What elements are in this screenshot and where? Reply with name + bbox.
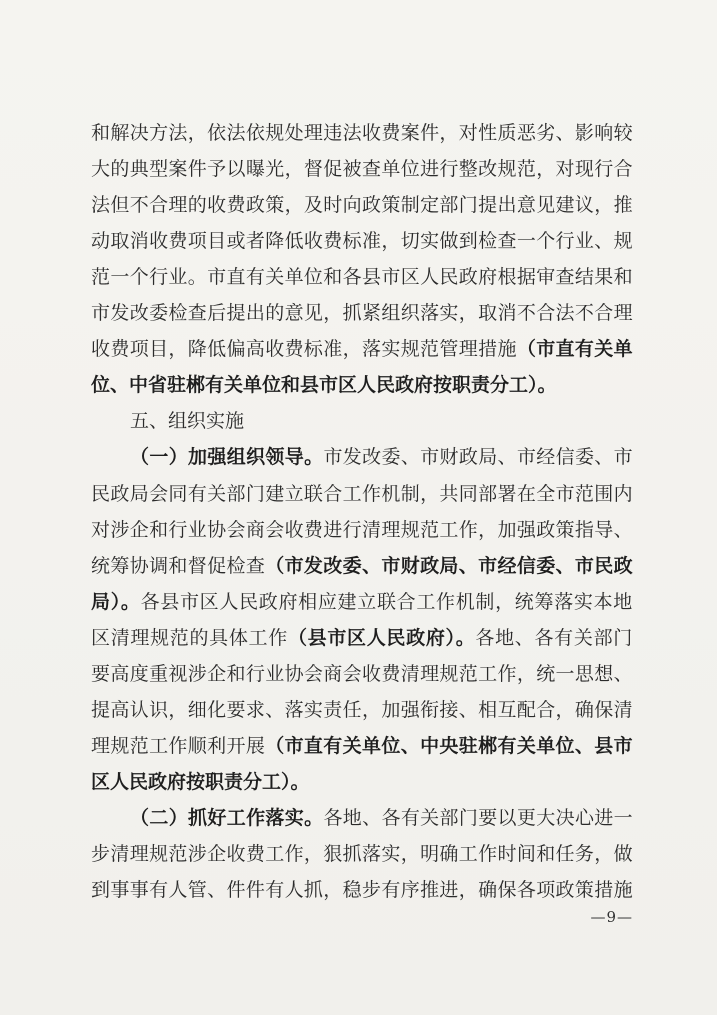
text-segment: 要高度重视涉企和行业协会商会收费清理规范工作，统一思想、	[91, 662, 633, 685]
text-segment: 范一个行业。市直有关单位和各县市区人民政府根据审查结果和	[91, 266, 633, 289]
text-line	[130, 439, 633, 475]
text-line	[91, 223, 633, 259]
bold-text-segment: 区人民政府按职责分工）。	[91, 770, 310, 793]
bold-text-segment: （二）抓好工作落实。	[130, 806, 324, 829]
text-line	[91, 115, 633, 151]
text-line	[91, 836, 633, 872]
text-segment: 到事事有人管、件件有人抓，稳步有序推进，确保各项政策措施	[91, 879, 633, 902]
text-segment: 理规范工作顺利开展	[91, 734, 266, 757]
text-line	[91, 259, 633, 295]
text-segment: 对涉企和行业协会商会收费进行清理规范工作，加强政策指导、	[91, 518, 633, 541]
text-line	[91, 584, 633, 620]
bold-text-segment: （县市区人民政府）。	[287, 626, 476, 649]
text-line	[91, 692, 633, 728]
text-line	[91, 295, 633, 331]
text-segment: 各地、各有关部门要以更大决心进一	[323, 806, 633, 829]
bold-text-segment: （市直有关单	[516, 338, 633, 361]
page-number: —9—	[590, 908, 633, 926]
text-line	[91, 151, 633, 187]
text-line	[130, 800, 633, 836]
text-line	[91, 764, 310, 800]
text-segment: 提高认识，细化要求、落实责任，加强衔接、相互配合，确保清	[91, 698, 633, 721]
text-segment: 市发改委检查后提出的意见，抓紧组织落实，取消不合法不合理	[91, 302, 633, 325]
text-segment: 市发改委、市财政局、市经信委、市	[323, 446, 633, 469]
text-line	[91, 367, 557, 403]
text-line	[91, 331, 633, 367]
text-segment: 大的典型案件予以曝光，督促被查单位进行整改规范，对现行合	[91, 158, 633, 181]
bold-text-segment: 局）。	[91, 590, 141, 613]
text-line	[91, 728, 633, 764]
text-segment: 统筹协调和督促检查	[91, 554, 266, 577]
text-segment: 法但不合理的收费政策，及时向政策制定部门提出意见建议，推	[91, 194, 633, 217]
text-segment: 动取消收费项目或者降低收费标准，切实做到检查一个行业、规	[91, 230, 633, 253]
text-segment: 和解决方法，依法依规处理违法收费案件，对性质恶劣、影响较	[91, 122, 633, 144]
text-line	[91, 656, 633, 692]
text-line	[91, 512, 633, 548]
text-segment: 各县市区人民政府相应建立联合工作机制，统筹落实本地	[140, 590, 633, 613]
text-segment: 民政局会同有关部门建立联合工作机制，共同部署在全市范围内	[91, 482, 633, 505]
bold-text-segment: （市直有关单位、中央驻郴有关单位、县市	[265, 734, 633, 757]
text-segment: 区清理规范的具体工作	[91, 626, 288, 649]
text-segment: 五、组织实施	[130, 410, 245, 433]
text-line	[91, 476, 633, 512]
text-line	[91, 187, 633, 223]
text-segment: 各地、各有关部门	[475, 626, 633, 649]
text-line	[91, 548, 633, 584]
text-line	[91, 872, 633, 908]
bold-text-segment: （一）加强组织领导。	[130, 446, 324, 469]
bold-text-segment: （市发改委、市财政局、市经信委、市民政	[265, 554, 633, 577]
text-segment: 收费项目，降低偏高收费标准，落实规范管理措施	[91, 338, 517, 361]
text-line	[91, 620, 633, 656]
bold-text-segment: 位、中省驻郴有关单位和县市区人民政府按职责分工）。	[91, 374, 557, 397]
text-segment: 步清理规范涉企收费工作，狠抓落实，明确工作时间和任务，做	[91, 843, 633, 865]
text-line	[130, 403, 244, 439]
